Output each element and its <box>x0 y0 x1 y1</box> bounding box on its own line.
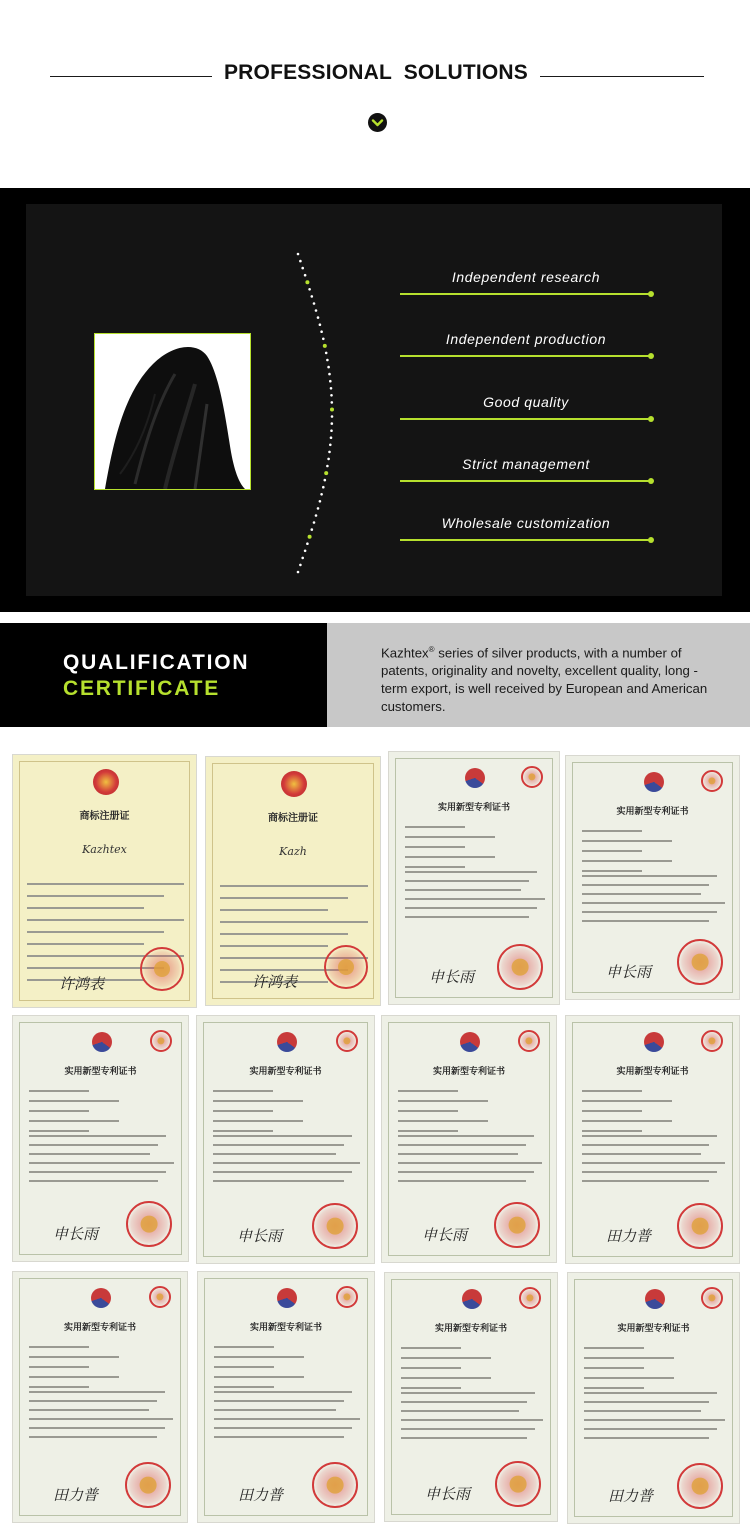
certificate-signature: 申长雨 <box>237 1227 283 1245</box>
arc-dot <box>297 571 300 574</box>
certificate-text-line <box>398 1153 518 1155</box>
arc-dot <box>306 542 309 545</box>
certificate-text-line <box>398 1130 458 1132</box>
arc-dot <box>299 564 302 567</box>
certificate-text-line <box>582 1090 642 1092</box>
arc-dot <box>317 507 320 510</box>
certificate-text-line <box>27 883 184 885</box>
certificate-text-line <box>582 830 642 832</box>
certificate-text-line <box>405 826 465 828</box>
arc-dot <box>330 387 333 390</box>
certificate-text-line <box>214 1356 304 1358</box>
certificate-text-line <box>29 1366 89 1368</box>
certificate-text-line <box>220 897 348 899</box>
certificate-text-line <box>214 1409 336 1411</box>
certificate-heading: 实用新型专利证书 <box>434 1324 507 1334</box>
certificate-text-line <box>213 1100 303 1102</box>
certificate-text-line <box>401 1401 527 1403</box>
patent-office-logo-icon <box>462 1289 482 1309</box>
certificate-text-line <box>220 945 328 947</box>
certificate-text-line <box>213 1090 273 1092</box>
arc-dot <box>330 408 334 412</box>
certificate-text-line <box>214 1386 274 1388</box>
certificate-text-line <box>29 1436 157 1438</box>
arc-dot <box>327 458 330 461</box>
trademark-certificate-image <box>205 756 381 1006</box>
certificate-text-line <box>582 1180 709 1182</box>
certificate-text-line <box>29 1180 158 1182</box>
arc-dot <box>328 373 331 376</box>
certificate-text-line <box>220 921 368 923</box>
corner-seal-icon <box>701 1287 723 1309</box>
certificate-text-line <box>401 1387 461 1389</box>
certificate-text-line <box>29 1153 150 1155</box>
feature-item <box>400 269 652 295</box>
certificate-text-line <box>401 1392 535 1394</box>
certificate-text-line <box>401 1347 461 1349</box>
certificate-text-line <box>405 898 545 900</box>
corner-seal-icon <box>150 1030 172 1052</box>
certificate-heading: 实用新型专利证书 <box>617 1324 690 1334</box>
patent-certificate-image <box>567 1272 740 1524</box>
feature-underline <box>400 293 652 295</box>
official-seal-icon <box>126 1201 172 1247</box>
certificate-heading: 实用新型专利证书 <box>437 803 510 813</box>
corner-seal-icon <box>701 770 723 792</box>
feature-underline <box>400 355 652 357</box>
arc-dot <box>322 338 325 341</box>
certificate-text-line <box>29 1391 165 1393</box>
official-seal-icon <box>495 1461 541 1507</box>
certificate-text-line <box>29 1120 119 1122</box>
arc-dot <box>331 415 334 418</box>
arc-dot <box>329 444 332 447</box>
certificate-text-line <box>220 909 328 911</box>
certificate-text-line <box>405 836 495 838</box>
certificate-text-line <box>582 1153 701 1155</box>
certificate-text-line <box>584 1377 674 1379</box>
certificate-text-line <box>29 1427 165 1429</box>
certificate-text-line <box>398 1171 534 1173</box>
certificate-text-line <box>401 1419 543 1421</box>
certificate-text-line <box>584 1392 717 1394</box>
certificate-signature: 申长雨 <box>429 968 475 986</box>
certificate-text-line <box>29 1356 119 1358</box>
qualification-banner-left <box>0 623 327 727</box>
certificate-text-line <box>582 850 642 852</box>
corner-seal-icon <box>519 1287 541 1309</box>
trademark-mark: Kazh <box>279 845 307 858</box>
chevron-down-icon[interactable] <box>368 113 387 132</box>
arc-dot <box>311 295 314 298</box>
feature-item <box>400 515 652 541</box>
certificate-heading: 实用新型专利证书 <box>63 1323 136 1333</box>
official-seal-icon <box>324 945 368 989</box>
certificate-text-line <box>405 916 529 918</box>
feature-item <box>400 394 652 420</box>
trademark-certificate-image <box>12 754 197 1008</box>
certificate-text-line <box>401 1428 535 1430</box>
certificate-text-line <box>214 1418 360 1420</box>
certificate-text-line <box>584 1401 709 1403</box>
certificate-text-line <box>213 1180 344 1182</box>
certificate-text-line <box>582 870 642 872</box>
certificate-text-line <box>582 1144 709 1146</box>
official-seal-icon <box>312 1203 358 1249</box>
certificate-text-line <box>398 1100 488 1102</box>
official-seal-icon <box>497 944 543 990</box>
certificate-text-line <box>405 889 521 891</box>
arc-dot <box>320 330 323 333</box>
arc-dot <box>301 267 304 270</box>
header-divider-right <box>540 76 704 77</box>
arc-dot <box>331 422 334 425</box>
feature-underline <box>400 480 652 482</box>
arc-dot <box>319 500 322 503</box>
certificate-text-line <box>398 1120 488 1122</box>
certificate-text-line <box>29 1100 119 1102</box>
certificate-text-line <box>405 846 465 848</box>
certificate-signature: 许鸿表 <box>59 975 105 993</box>
certificate-text-line <box>584 1428 717 1430</box>
certificate-text-line <box>582 884 709 886</box>
certificate-heading: 实用新型专利证书 <box>616 807 689 817</box>
arc-dot <box>330 436 333 439</box>
arc-dot <box>305 280 309 284</box>
patent-office-logo-icon <box>277 1288 297 1308</box>
patent-office-logo-icon <box>465 768 485 788</box>
arc-dot <box>320 493 323 496</box>
certificate-text-line <box>29 1130 89 1132</box>
arc-dot <box>331 401 334 404</box>
arc-dot <box>326 465 329 468</box>
certificate-text-line <box>214 1376 304 1378</box>
certificate-text-line <box>213 1120 303 1122</box>
arc-dot <box>299 260 302 263</box>
certificate-heading: 实用新型专利证书 <box>64 1067 137 1077</box>
corner-seal-icon <box>336 1286 358 1308</box>
underline-dot-icon <box>648 291 654 297</box>
certificate-signature: 田力普 <box>608 1487 654 1505</box>
arc-dot <box>313 521 316 524</box>
professional-solutions-header <box>0 0 750 188</box>
header-divider-left <box>50 76 212 77</box>
certificate-text-line <box>584 1419 725 1421</box>
certificate-text-line <box>398 1090 458 1092</box>
certificate-text-line <box>29 1400 157 1402</box>
certificate-signature: 申长雨 <box>606 963 652 981</box>
certificate-heading: 实用新型专利证书 <box>432 1067 505 1077</box>
feature-label: Wholesale customization <box>441 515 611 531</box>
arc-dot <box>315 309 318 312</box>
patent-office-logo-icon <box>644 772 664 792</box>
certificate-signature: 许鸿表 <box>252 973 298 991</box>
certificate-text-line <box>29 1386 89 1388</box>
certificate-text-line <box>401 1367 461 1369</box>
certificate-text-line <box>29 1144 158 1146</box>
certificate-text-line <box>213 1171 352 1173</box>
certificate-text-line <box>582 1162 725 1164</box>
certificate-title: CERTIFICATE <box>63 677 221 700</box>
certificate-signature: 申长雨 <box>422 1226 468 1244</box>
certificate-text-line <box>213 1162 360 1164</box>
certificate-text-line <box>584 1347 644 1349</box>
certificate-text-line <box>401 1437 527 1439</box>
certificate-text-line <box>29 1162 174 1164</box>
patent-certificate-image <box>12 1015 189 1262</box>
patent-certificate-image <box>565 755 740 1000</box>
certificate-text-line <box>584 1357 674 1359</box>
certificate-text-line <box>584 1410 701 1412</box>
certificate-text-line <box>214 1427 352 1429</box>
underline-dot-icon <box>648 537 654 543</box>
certificate-text-line <box>398 1180 526 1182</box>
certificate-text-line <box>398 1110 458 1112</box>
certificate-text-line <box>582 840 672 842</box>
arc-dot <box>324 471 328 475</box>
certificate-text-line <box>214 1346 274 1348</box>
certificate-text-line <box>405 871 537 873</box>
arc-dot <box>308 288 311 291</box>
certificate-text-line <box>398 1135 534 1137</box>
certificate-text-line <box>405 880 529 882</box>
official-seal-icon <box>677 1203 723 1249</box>
certificate-text-line <box>582 860 672 862</box>
certificate-signature: 田力普 <box>606 1227 652 1245</box>
certificate-text-line <box>582 1120 672 1122</box>
arc-dot <box>327 366 330 369</box>
certificate-text-line <box>582 875 717 877</box>
certificate-text-line <box>213 1135 352 1137</box>
underline-dot-icon <box>648 416 654 422</box>
certificate-text-line <box>582 1110 642 1112</box>
arc-dot <box>326 359 329 362</box>
official-seal-icon <box>312 1462 358 1508</box>
certificate-text-line <box>27 943 144 945</box>
certificate-text-line <box>401 1377 491 1379</box>
corner-seal-icon <box>521 766 543 788</box>
corner-seal-icon <box>336 1030 358 1052</box>
certificate-text-line <box>214 1400 344 1402</box>
certificate-text-line <box>213 1110 273 1112</box>
arc-dot <box>330 394 333 397</box>
certificate-text-line <box>401 1357 491 1359</box>
certificate-text-line <box>27 919 184 921</box>
feature-label: Strict management <box>462 456 590 472</box>
patent-certificate-image <box>196 1015 375 1264</box>
certificate-text-line <box>582 920 709 922</box>
certificate-signature: 申长雨 <box>425 1485 471 1503</box>
certificate-text-line <box>29 1346 89 1348</box>
patent-office-logo-icon <box>460 1032 480 1052</box>
feature-item <box>400 456 652 482</box>
certificate-text-line <box>584 1387 644 1389</box>
certificate-text-line <box>584 1367 644 1369</box>
description-text: series of silver products, with a number of patents, originality and novelty, excellent quality, long - term export, is well received by European and American customers. <box>381 645 708 715</box>
national-emblem-icon <box>281 771 307 797</box>
certificate-text-line <box>29 1110 89 1112</box>
certificate-text-line <box>582 902 725 904</box>
arc-dot <box>301 557 304 560</box>
certificate-text-line <box>29 1409 149 1411</box>
underline-dot-icon <box>648 353 654 359</box>
certificate-text-line <box>27 931 164 933</box>
brand-name: Kazhtex <box>381 645 429 661</box>
patent-certificate-image <box>565 1015 740 1264</box>
certificate-text-line <box>405 866 465 868</box>
feature-label: Independent research <box>451 269 601 285</box>
certificate-heading: 实用新型专利证书 <box>249 1067 322 1077</box>
certificate-heading: 实用新型专利证书 <box>616 1067 689 1077</box>
certificate-text-line <box>405 856 495 858</box>
certificate-text-line <box>27 895 164 897</box>
certificate-text-line <box>29 1171 166 1173</box>
certificate-text-line <box>582 911 717 913</box>
national-emblem-icon <box>93 769 119 795</box>
arc-dot <box>304 550 307 553</box>
arc-dot <box>322 486 325 489</box>
feature-item <box>400 331 652 357</box>
certificate-text-line <box>27 907 144 909</box>
certificate-text-line <box>401 1410 519 1412</box>
feature-underline <box>400 418 652 420</box>
black-fabric-image <box>94 333 251 490</box>
arc-dot <box>304 274 307 277</box>
arc-dot <box>315 514 318 517</box>
certificate-heading: 实用新型专利证书 <box>249 1323 322 1333</box>
certificate-text-line <box>398 1144 526 1146</box>
certificate-text-line <box>214 1391 352 1393</box>
certificate-heading: 商标注册证 <box>79 811 130 822</box>
feature-underline <box>400 539 652 541</box>
feature-label: Good quality <box>483 394 569 410</box>
official-seal-icon <box>494 1202 540 1248</box>
arc-dot <box>319 323 322 326</box>
patent-office-logo-icon <box>645 1289 665 1309</box>
corner-seal-icon <box>518 1030 540 1052</box>
official-seal-icon <box>125 1462 171 1508</box>
certificate-signature: 田力普 <box>53 1486 99 1504</box>
official-seal-icon <box>677 1463 723 1509</box>
arc-dot <box>311 528 314 531</box>
arc-dot <box>330 429 333 432</box>
certificate-text-line <box>29 1418 173 1420</box>
trademark-mark: Kazhtex <box>82 843 127 856</box>
patent-certificate-image <box>197 1271 375 1523</box>
underline-dot-icon <box>648 478 654 484</box>
patent-certificate-image <box>381 1015 557 1263</box>
section-title: PROFESSIONAL SOLUTIONS <box>223 61 529 84</box>
certificate-text-line <box>582 893 701 895</box>
registered-mark: ® <box>428 645 435 654</box>
certificate-text-line <box>398 1162 542 1164</box>
corner-seal-icon <box>149 1286 171 1308</box>
qualification-title: QUALIFICATION <box>63 651 250 674</box>
official-seal-icon <box>140 947 184 991</box>
certificate-text-line <box>582 1171 717 1173</box>
arc-dot <box>325 352 328 355</box>
certificate-heading: 商标注册证 <box>268 813 318 824</box>
certificate-signature: 田力普 <box>238 1486 284 1504</box>
certificate-signature: 申长雨 <box>53 1225 99 1243</box>
arc-dot <box>329 380 332 383</box>
certificate-text-line <box>214 1436 344 1438</box>
arc-dot <box>308 535 312 539</box>
arc-dot <box>317 316 320 319</box>
feature-label: Independent production <box>445 331 607 347</box>
certificate-text-line <box>213 1130 273 1132</box>
certificate-text-line <box>582 1100 672 1102</box>
certificate-text-line <box>220 885 368 887</box>
patent-office-logo-icon <box>277 1032 297 1052</box>
qualification-description <box>381 641 726 716</box>
certificate-text-line <box>29 1135 166 1137</box>
certificate-text-line <box>220 933 348 935</box>
patent-certificate-image <box>384 1272 558 1522</box>
patent-certificate-image <box>12 1271 188 1523</box>
arc-dot <box>323 344 327 348</box>
dotted-arc-decoration <box>280 240 350 580</box>
official-seal-icon <box>677 939 723 985</box>
arc-dot <box>297 253 300 256</box>
certificate-text-line <box>213 1144 344 1146</box>
patent-office-logo-icon <box>92 1032 112 1052</box>
patent-office-logo-icon <box>91 1288 111 1308</box>
certificate-text-line <box>214 1366 274 1368</box>
certificate-text-line <box>582 1135 717 1137</box>
certificate-text-line <box>213 1153 336 1155</box>
arc-dot <box>324 479 327 482</box>
arc-dot <box>328 451 331 454</box>
certificate-text-line <box>584 1437 709 1439</box>
patent-certificate-image <box>388 751 560 1005</box>
certificate-text-line <box>405 907 537 909</box>
certificate-text-line <box>29 1376 119 1378</box>
patent-office-logo-icon <box>644 1032 664 1052</box>
certificate-text-line <box>29 1090 89 1092</box>
arc-dot <box>313 302 316 305</box>
corner-seal-icon <box>701 1030 723 1052</box>
certificate-text-line <box>582 1130 642 1132</box>
